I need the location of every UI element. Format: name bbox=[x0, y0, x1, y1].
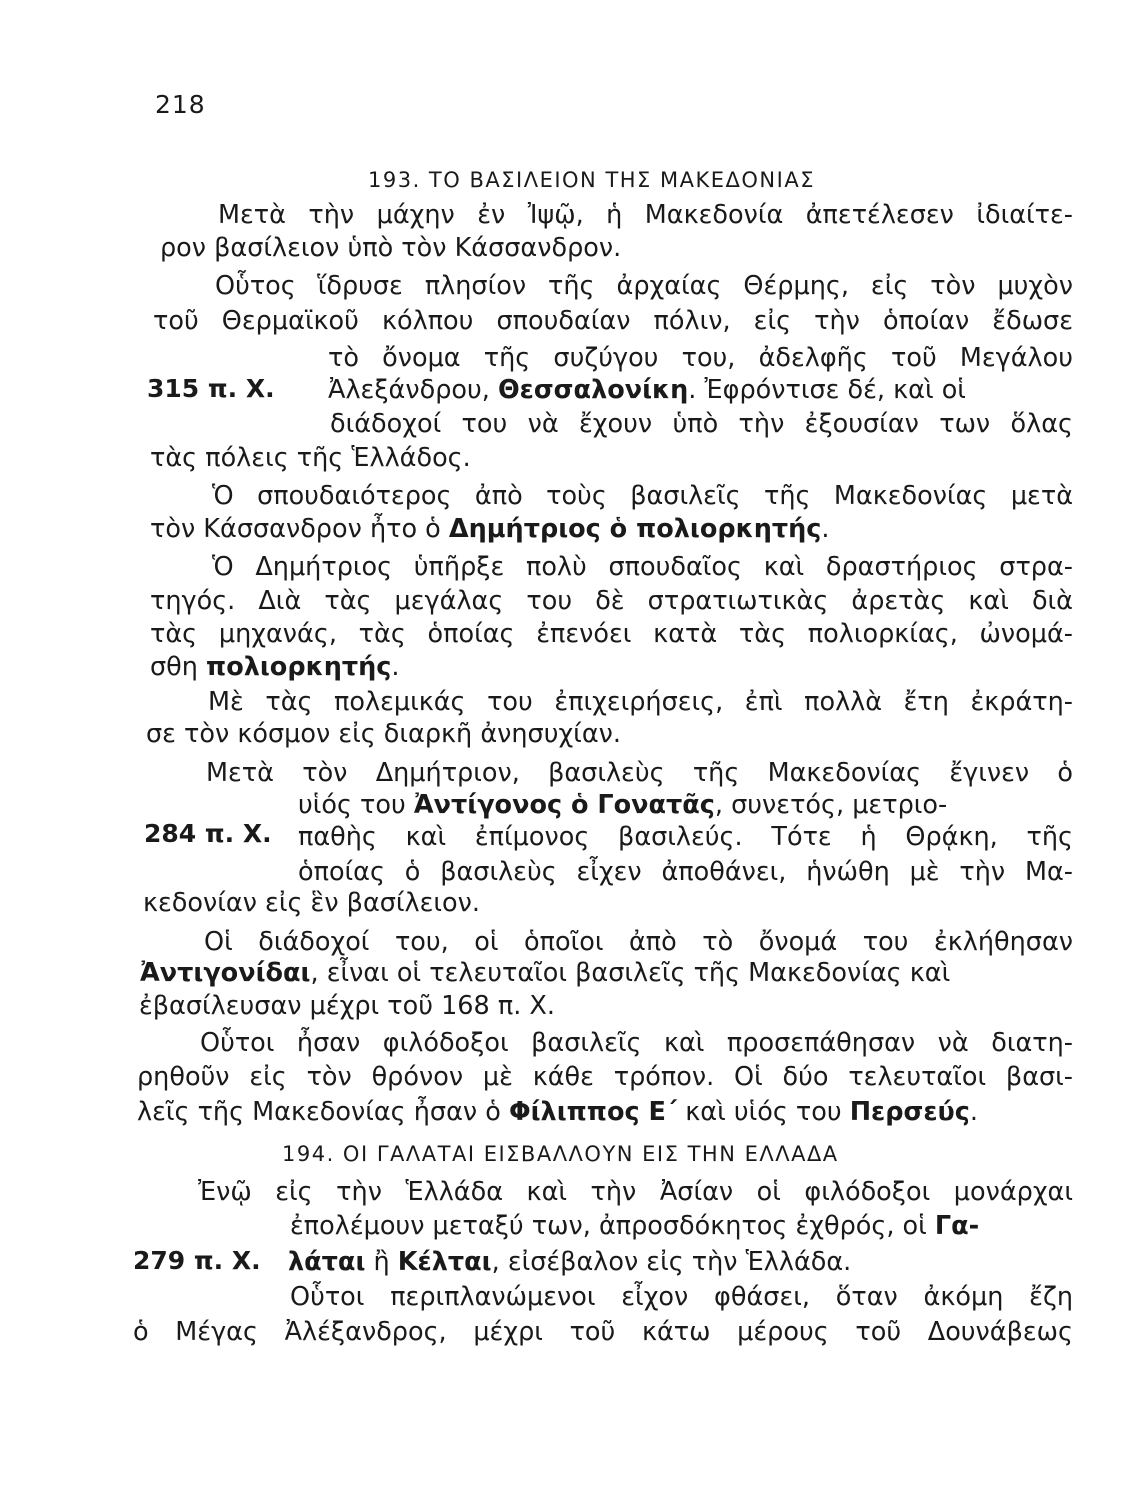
text-line bbox=[150, 651, 400, 683]
text-line: Ὁ Δημήτριος ὑπῆρξε πολὺ σπουδαῖος καὶ δραστήριος στρα- bbox=[212, 552, 1073, 582]
text-fragment: . Ἐφρόντισε δέ, καὶ οἱ bbox=[688, 375, 966, 405]
text-fragment: , συνετός, μετριο- bbox=[714, 790, 948, 820]
section-heading-193: 193. ΤΟ ΒΑΣΙΛΕΙΟΝ ΤΗΣ ΜΑΚΕΔΟΝΙΑΣ bbox=[368, 168, 815, 192]
text-line: τὸ ὄνομα τῆς συζύγου του, ἀδελφῆς τοῦ Μεγάλου bbox=[328, 343, 1073, 373]
text-line bbox=[290, 1210, 1073, 1242]
text-fragment: Ἀλεξάνδρου, bbox=[328, 375, 490, 405]
margin-date: 279 π. Χ. bbox=[133, 1246, 261, 1275]
bold-term: λάται bbox=[288, 1247, 366, 1277]
text-line: τηγός. Διὰ τὰς μεγάλας του δὲ στρατιωτικὰς ἀρετὰς καὶ διὰ bbox=[150, 586, 1073, 616]
section-heading-194: 194. ΟΙ ΓΑΛΑΤΑΙ ΕΙΣΒΑΛΛΟΥΝ ΕΙΣ ΤΗΝ ΕΛΛΑΔΑ bbox=[282, 1142, 839, 1166]
bold-term: Περσεύς bbox=[849, 1097, 970, 1127]
text-fragment: . bbox=[969, 1097, 979, 1127]
bold-term: Δημήτριος ὁ πολιορκητής bbox=[448, 514, 822, 544]
text-fragment: ἢ bbox=[373, 1247, 390, 1277]
text-line: τὰς μηχανάς, τὰς ὁποίας ἐπενόει κατὰ τὰς πολιορκίας, ὠνομά- bbox=[150, 619, 1073, 649]
bold-term: Γα- bbox=[934, 1211, 980, 1241]
page-number: 218 bbox=[155, 90, 206, 119]
margin-date: 315 π. Χ. bbox=[147, 374, 275, 403]
text-fragment: καὶ υἱός του bbox=[685, 1097, 842, 1127]
text-line: ὁποίας ὁ βασιλεὺς εἶχεν ἀποθάνει, ἡνώθη μὲ τὴν Μα- bbox=[298, 857, 1073, 887]
text-line: Οἱ διάδοχοί του, οἱ ὁποῖοι ἀπὸ τὸ ὄνομά του ἐκλήθησαν bbox=[204, 927, 1073, 957]
text-line bbox=[298, 789, 1073, 821]
text-fragment: . bbox=[821, 514, 830, 544]
text-line bbox=[150, 513, 830, 545]
text-line bbox=[328, 374, 1073, 406]
text-fragment: τὸν Κάσσανδρον ἦτο ὁ bbox=[150, 514, 441, 544]
bold-term: Φίλιππος Ε΄ bbox=[508, 1097, 678, 1127]
bold-term: Ἀντιγονίδαι bbox=[140, 958, 311, 988]
bold-term: Ἀντίγονος ὁ Γονατᾶς bbox=[413, 790, 715, 820]
text-line: ὁ Μέγας Ἀλέξανδρος, μέχρι τοῦ κάτω μέρους τοῦ Δουνάβεως bbox=[133, 1317, 1073, 1347]
text-fragment: . bbox=[391, 652, 400, 682]
text-fragment: ἐπολέμουν μεταξύ των, ἀπροσδόκητος ἐχθρός, οἱ bbox=[290, 1211, 927, 1241]
bold-term: Κέλται bbox=[397, 1247, 492, 1277]
text-line: ρηθοῦν εἰς τὸν θρόνον μὲ κάθε τρόπον. Οἱ δύο τελευταῖοι βασι- bbox=[137, 1062, 1073, 1092]
text-line: σε τὸν κόσμον εἰς διαρκῆ ἀνησυχίαν. bbox=[146, 719, 621, 749]
text-line: Ὁ σπουδαιότερος ἀπὸ τοὺς βασιλεῖς τῆς Μακεδονίας μετὰ bbox=[212, 481, 1073, 511]
text-line: Οὗτος ἵδρυσε πλησίον τῆς ἀρχαίας Θέρμης, εἰς τὸν μυχὸν bbox=[215, 271, 1073, 301]
bold-term: πολιορκητής bbox=[206, 652, 392, 682]
text-fragment: λεῖς τῆς Μακεδονίας ἦσαν ὁ bbox=[137, 1097, 501, 1127]
text-fragment: , εἰσέβαλον εἰς τὴν Ἑλλάδα. bbox=[491, 1247, 852, 1277]
text-line: κεδονίαν εἰς ἓν βασίλειον. bbox=[143, 888, 480, 918]
text-fragment: , εἶναι οἱ τελευταῖοι βασιλεῖς τῆς Μακεδονίας καὶ bbox=[310, 958, 951, 988]
text-line: Οὗτοι ἦσαν φιλόδοξοι βασιλεῖς καὶ προσεπάθησαν νὰ διατη- bbox=[200, 1028, 1073, 1058]
text-line: Οὗτοι περιπλανώμενοι εἶχον φθάσει, ὅταν ἀκόμη ἔζη bbox=[290, 1282, 1073, 1312]
text-line: ἐβασίλευσαν μέχρι τοῦ 168 π. Χ. bbox=[139, 991, 555, 1021]
text-line bbox=[140, 957, 1073, 989]
text-line: Ἐνῷ εἰς τὴν Ἑλλάδα καὶ τὴν Ἀσίαν οἱ φιλόδοξοι μονάρχαι bbox=[198, 1177, 1073, 1207]
text-line bbox=[137, 1096, 978, 1128]
text-line bbox=[288, 1246, 851, 1278]
text-line: Μὲ τὰς πολεμικάς του ἐπιχειρήσεις, ἐπὶ πολλὰ ἔτη ἐκράτη- bbox=[208, 687, 1073, 717]
margin-date: 284 π. Χ. bbox=[144, 819, 272, 848]
text-line: διάδοχοί του νὰ ἔχουν ὑπὸ τὴν ἐξουσίαν των ὅλας bbox=[330, 409, 1073, 439]
text-fragment: υἱός του bbox=[298, 790, 406, 820]
text-line: Μετὰ τὴν μάχην ἐν Ἰψῷ, ἡ Μακεδονία ἀπετέλεσεν ἰδιαίτε- bbox=[218, 200, 1073, 230]
text-line: Μετὰ τὸν Δημήτριον, βασιλεὺς τῆς Μακεδονίας ἔγινεν ὁ bbox=[206, 758, 1073, 788]
bold-term: Θεσσαλονίκη bbox=[497, 375, 689, 405]
text-line: παθὴς καὶ ἐπίμονος βασιλεύς. Τότε ἡ Θρᾴκη, τῆς bbox=[298, 822, 1073, 852]
text-line: τοῦ Θερμαϊκοῦ κόλπου σπουδαίαν πόλιν, εἰς τὴν ὁποίαν ἔδωσε bbox=[153, 306, 1073, 336]
text-line: ρον βασίλειον ὑπὸ τὸν Κάσσανδρον. bbox=[160, 233, 622, 263]
text-fragment: σθη bbox=[150, 652, 198, 682]
text-line: τὰς πόλεις τῆς Ἑλλάδος. bbox=[150, 443, 471, 473]
